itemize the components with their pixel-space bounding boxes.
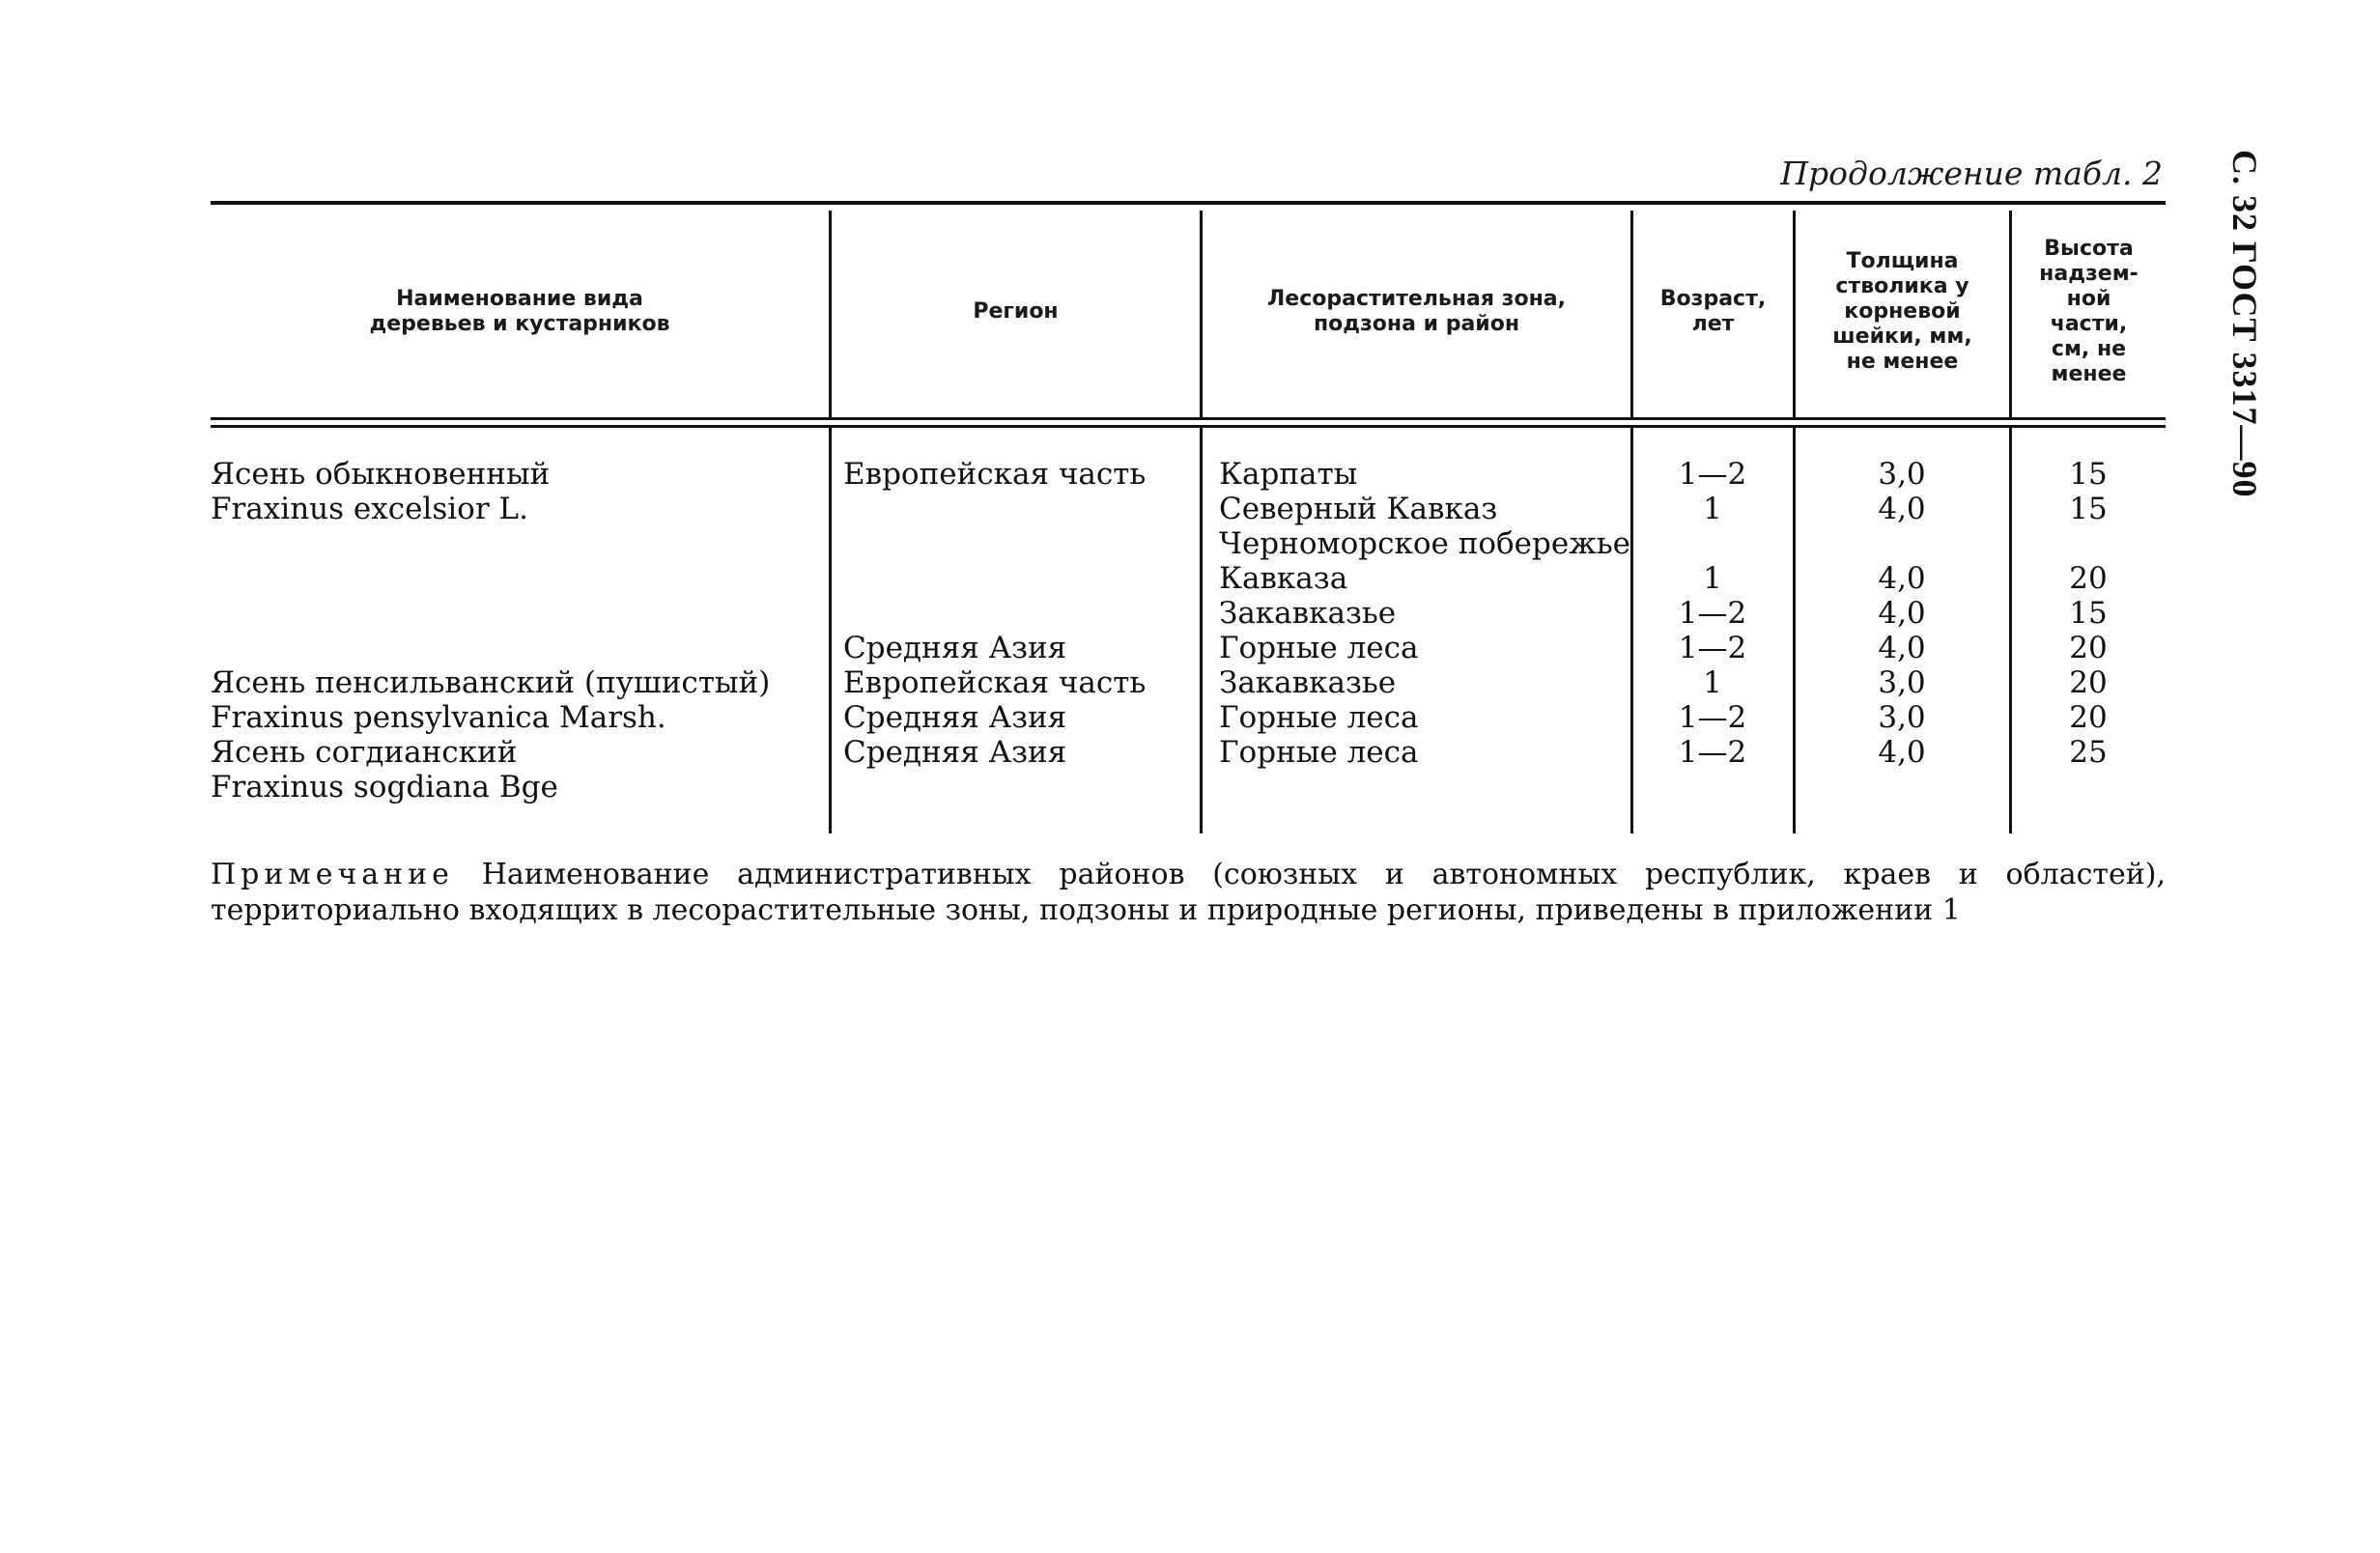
header-height: Высота надзем- ной части, см, не менее — [2039, 237, 2139, 386]
region-cell: Средняя Азия — [843, 631, 1067, 665]
height-cell: 25 — [2069, 735, 2108, 770]
zone-cell: Черноморское побережье — [1219, 526, 1630, 561]
thickness-cell: 4,0 — [1878, 492, 1926, 526]
height-cell: 20 — [2069, 700, 2108, 735]
thickness-cell: 3,0 — [1878, 665, 1926, 700]
height-cell: 15 — [2069, 457, 2108, 492]
table-row — [0, 492, 2380, 526]
species-cell: Fraxinus excelsior L. — [211, 492, 528, 526]
header-species: Наименование вида деревьев и кустарников — [369, 287, 670, 336]
header-zone: Лесорастительная зона, подзона и район — [1267, 287, 1566, 336]
thickness-cell: 4,0 — [1878, 631, 1926, 665]
age-cell: 1 — [1703, 492, 1722, 526]
table-continuation-label: Продолжение табл. 2 — [1780, 155, 2163, 192]
table-row — [0, 526, 2380, 561]
region-cell: Европейская часть — [843, 457, 1147, 492]
species-cell: Ясень пенсильванский (пушистый) — [211, 665, 771, 700]
thickness-cell: 3,0 — [1878, 700, 1926, 735]
table-row — [0, 700, 2380, 735]
species-cell: Fraxinus sogdiana Bge — [211, 770, 558, 805]
note-text: Наименование административных районов (союзных и автономных республик, краев и областей), территориально входящих в лесорастительные зоны, подзоны и природные регионы, приведены в приложении 1 — [211, 858, 2166, 927]
region-cell: Средняя Азия — [843, 700, 1067, 735]
thickness-cell: 4,0 — [1878, 735, 1926, 770]
zone-cell: Северный Кавказ — [1219, 492, 1498, 526]
region-cell: Европейская часть — [843, 665, 1147, 700]
header-region: Регион — [973, 299, 1059, 324]
table-row — [0, 561, 2380, 596]
height-cell: 20 — [2069, 665, 2108, 700]
age-cell: 1—2 — [1678, 631, 1747, 665]
zone-cell: Закавказье — [1219, 596, 1397, 631]
age-cell: 1—2 — [1678, 596, 1747, 631]
table-row — [0, 596, 2380, 631]
age-cell: 1—2 — [1678, 735, 1747, 770]
zone-cell: Горные леса — [1219, 700, 1419, 735]
table-note — [211, 857, 2166, 928]
header-rule-lower — [211, 425, 2166, 428]
region-cell: Средняя Азия — [843, 735, 1067, 770]
height-cell: 20 — [2069, 561, 2108, 596]
table-row — [0, 770, 2380, 805]
age-cell: 1 — [1703, 665, 1722, 700]
age-cell: 1—2 — [1678, 457, 1747, 492]
header-thickness: Толщина стволика у корневой шейки, мм, не менее — [1832, 249, 1972, 374]
thickness-cell: 3,0 — [1878, 457, 1926, 492]
species-cell: Ясень согдианский — [211, 735, 518, 770]
age-cell: 1 — [1703, 561, 1722, 596]
standard-page-header-text: С. 32 ГОСТ 3317—90 — [2225, 150, 2264, 498]
zone-cell: Карпаты — [1219, 457, 1358, 492]
age-cell: 1—2 — [1678, 700, 1747, 735]
thickness-cell: 4,0 — [1878, 561, 1926, 596]
table-row — [0, 665, 2380, 700]
note-label: Примечание — [211, 858, 454, 891]
thickness-cell: 4,0 — [1878, 596, 1926, 631]
zone-cell: Кавказа — [1219, 561, 1348, 596]
height-cell: 20 — [2069, 631, 2108, 665]
species-cell: Ясень обыкновенный — [211, 457, 551, 492]
zone-cell: Закавказье — [1219, 665, 1397, 700]
height-cell: 15 — [2069, 596, 2108, 631]
table-row — [0, 735, 2380, 770]
zone-cell: Горные леса — [1219, 735, 1419, 770]
species-cell: Fraxinus pensylvanica Marsh. — [211, 700, 666, 735]
table-row — [0, 457, 2380, 492]
table-row — [0, 631, 2380, 665]
zone-cell: Горные леса — [1219, 631, 1419, 665]
header-age: Возраст, лет — [1659, 287, 1767, 336]
height-cell: 15 — [2069, 492, 2108, 526]
